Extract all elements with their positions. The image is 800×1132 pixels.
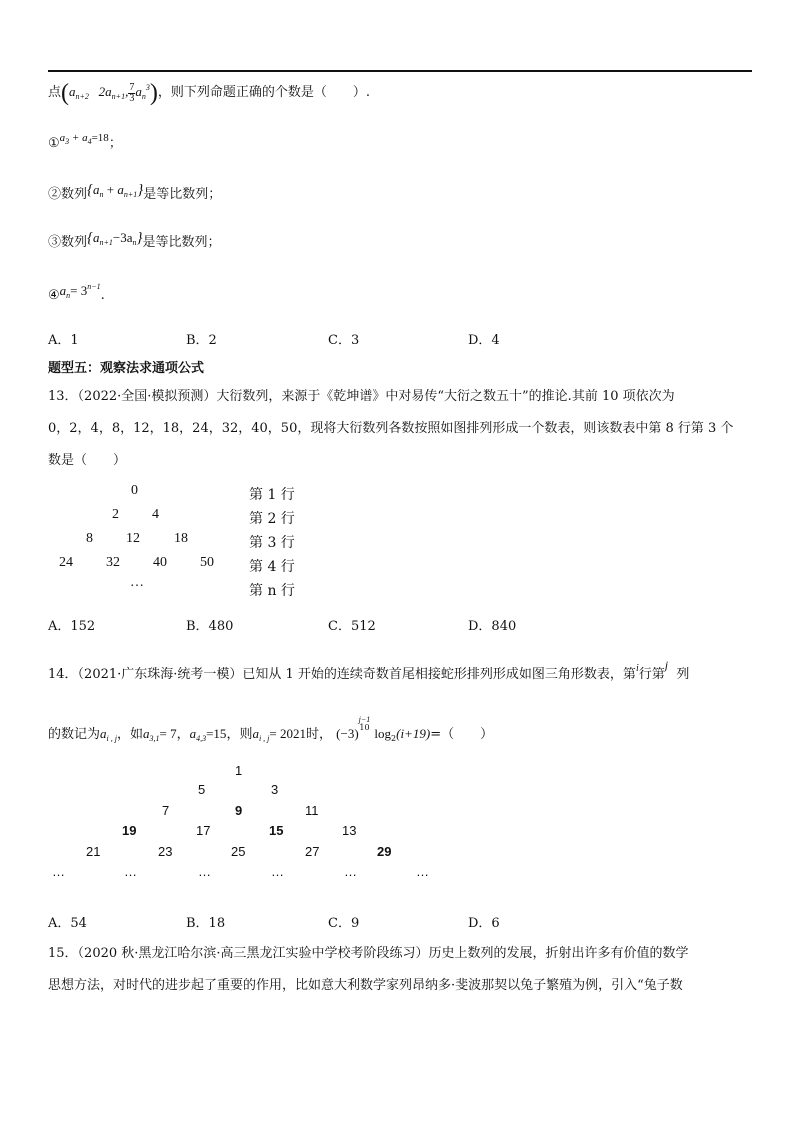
q12-stem: 点($a_{n+2}$ $2a_{n+1}$, $\frac{7}{3}$ $a_n^3$)，则下列命题正确的个数是（ ）. [48, 80, 370, 106]
q13-option-c[interactable]: C．512 [328, 619, 376, 634]
q14-cell: … [124, 864, 137, 879]
q14-cell: … [271, 864, 284, 879]
q13-cell: 50 [200, 555, 214, 570]
q14-cell: … [416, 864, 429, 879]
q13-row-label: 第 2 行 [249, 511, 295, 527]
q14-option-d[interactable]: D．6 [468, 916, 500, 931]
q15-line-2: 思想方法，对时代的进步起了重要的作用，比如意大利数学家列昂纳多·斐波那契以兔子繁殖为例，引入“兔子数 [48, 978, 683, 993]
q14-cell: 5 [198, 782, 206, 797]
header-rule [48, 70, 752, 72]
q14-cell: … [344, 864, 357, 879]
q13-cell: 24 [59, 555, 73, 570]
q13-line-3: 数是（ ） [48, 453, 127, 468]
q13-cell: … [130, 575, 144, 590]
q13-cell: 0 [131, 483, 138, 498]
q12-point-prefix: 点 [48, 85, 62, 100]
q12-option-a[interactable]: A．1 [48, 333, 79, 348]
q14-option-c[interactable]: C．9 [328, 916, 360, 931]
q13-cell: 40 [153, 555, 167, 570]
q12-statement-1: ①$^{a_3 + a_4=18}$； [48, 132, 122, 151]
q12-statement-4: $④a_n= 3^{n-1}$. [48, 282, 105, 303]
q13-cell: 8 [86, 531, 93, 546]
q13-row-label: 第 1 行 [249, 487, 295, 503]
q13-option-a[interactable]: A．152 [48, 619, 96, 634]
q14-cell: … [198, 864, 211, 879]
q14-cell: 3 [271, 782, 279, 797]
q13-cell: 12 [126, 531, 140, 546]
q12-statement-2: ②数列$\{a_n + a_{n+1}\}$是等比数列； [48, 182, 222, 202]
q14-option-b[interactable]: B．18 [186, 916, 226, 931]
q14-cell: 19 [122, 823, 137, 838]
q14-cell: 15 [269, 823, 284, 838]
q12-point-expr: $a_{n+2}$ $2a_{n+1}$, $\frac{7}{3}$ $a_n^3$ [69, 81, 150, 104]
q14-cell: 17 [196, 823, 211, 838]
q12-option-c[interactable]: C．3 [328, 333, 360, 348]
q13-option-b[interactable]: B．480 [186, 619, 234, 634]
q13-option-d[interactable]: D．840 [468, 619, 517, 634]
q15-line-1: 15．（2020 秋·黑龙江哈尔滨·高三黑龙江实验中学校考阶段练习）历史上数列的发展，折射出许多有价值的数学 [48, 946, 689, 961]
q13-row-label: 第 n 行 [249, 583, 295, 599]
q13-line-2: 0，2，4，8，12，18，24，32，40，50，现将大衍数列各数按照如图排列形成一个数表，则该数表中第 8 行第 3 个 [48, 421, 734, 436]
q14-cell: 7 [162, 803, 170, 818]
q12-option-b[interactable]: B．2 [186, 333, 217, 348]
q13-row-label: 第 3 行 [249, 535, 295, 551]
q12-statement-3: ③数列$\{a_{n+1}-3a_n\}$是等比数列； [48, 230, 221, 250]
q13-line-1: 13．（2022·全国·模拟预测）大衍数列，来源于《乾坤谱》中对易传“大衍之数五十”的推论.其前 10 项依次为 [48, 389, 675, 404]
q13-cell: 4 [152, 507, 159, 522]
q12-stem-suffix: ，则下列命题正确的个数是（ ）. [157, 85, 370, 100]
q13-cell: 2 [112, 507, 119, 522]
q14-cell: 21 [86, 844, 101, 859]
q14-cell: … [52, 864, 65, 879]
section-title: 题型五：观察法求通项公式 [48, 361, 205, 376]
q14-cell: 25 [231, 844, 246, 859]
q14-option-a[interactable]: A．54 [48, 916, 87, 931]
q13-row-label: 第 4 行 [249, 559, 295, 575]
q13-cell: 32 [106, 555, 120, 570]
q14-cell: 9 [235, 803, 243, 818]
q14-line-2: 的数记为$a_{i , j}$，如$a_{3,1}= 7$，$a_{4,3}=15$，则$a_{i , j}= 2021$时， (−3) j−1 10 $\log_2(i+19)=$（ ） [48, 715, 494, 743]
q12-option-d[interactable]: D．4 [468, 333, 500, 348]
q13-cell: 18 [174, 531, 188, 546]
q14-cell: 27 [305, 844, 320, 859]
q14-cell: 1 [235, 763, 243, 778]
q14-cell: 23 [158, 844, 173, 859]
q14-line-1: 14．（2021·广东珠海·统考一模）已知从 1 开始的连续奇数首尾相接蛇形排列形成如图三角形数表，第$^i$行第j 列 [48, 658, 690, 682]
q14-cell: 11 [305, 803, 319, 818]
q14-cell: 29 [377, 844, 392, 859]
q14-cell: 13 [342, 823, 357, 838]
